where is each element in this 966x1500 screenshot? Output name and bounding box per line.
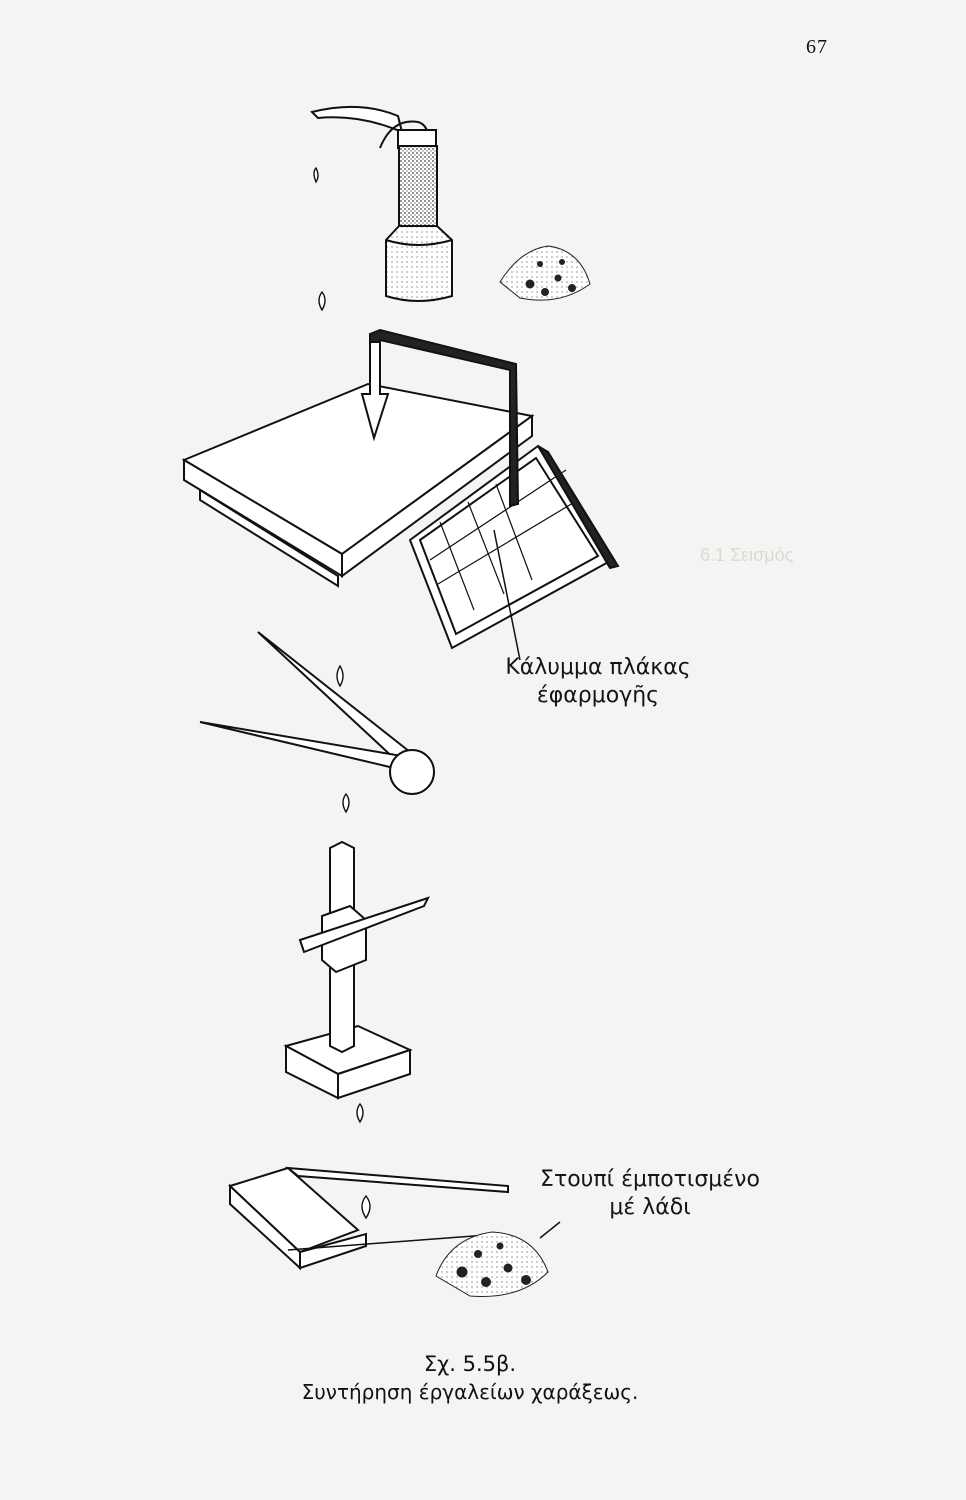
figure-title: Συντήρηση έργαλείων χαράξεως. bbox=[301, 1380, 639, 1404]
oil-can-icon bbox=[312, 107, 452, 301]
bleed-through-text: 6.1 Σεισμός bbox=[700, 545, 794, 565]
figure-caption bbox=[250, 1350, 690, 1406]
height-gauge-icon bbox=[286, 842, 428, 1098]
scriber-icon bbox=[200, 632, 434, 794]
plate-cover-label-line1: Κάλυμμα πλάκας bbox=[505, 655, 691, 680]
rag-leader-line bbox=[540, 1222, 560, 1238]
oily-rag-icon bbox=[500, 246, 590, 300]
plate-cover-label-line2: έφαρμογῆς bbox=[536, 683, 660, 708]
oily-rag-label-line1: Στουπί έμποτισμένο bbox=[540, 1167, 760, 1192]
oily-rag-label-line2: μέ λάδι bbox=[609, 1195, 691, 1220]
plate-cover-label bbox=[498, 654, 698, 710]
oily-rag-icon bbox=[436, 1232, 548, 1297]
surface-plate-icon bbox=[184, 330, 618, 648]
figure-number: Σχ. 5.5β. bbox=[423, 1352, 517, 1376]
oily-rag-label bbox=[540, 1166, 760, 1222]
page-number: 67 bbox=[806, 36, 828, 58]
